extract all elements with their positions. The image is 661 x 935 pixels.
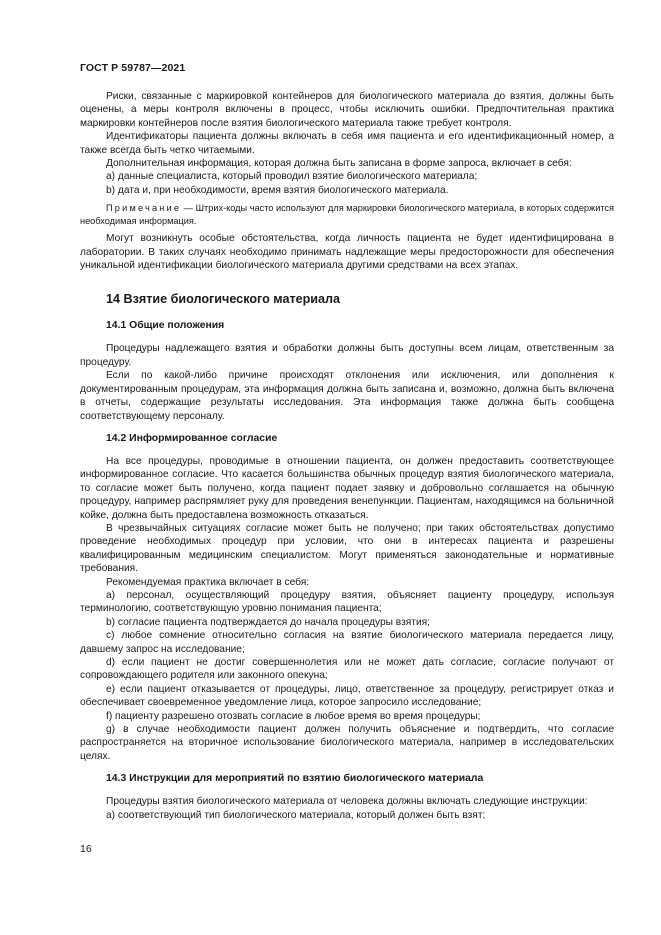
paragraph: На все процедуры, проводимые в отношении пациента, он должен предоставить соответствующее информированное согласие. Что касается большинства обычных процедур взятия биологического материала, то согласие может быть получено, когда пациент подает заявку и добровольно соглашается на обычную процедуру, например распрямляет руку для проведения венепункции. Пациентам, находящимся на больничной койке, должна быть предоставлена возможность отказаться.	[80, 455, 614, 521]
list-item: е) если пациент отказывается от процедуры, лицо, ответственное за процедуру, регистрирует отказ и обеспечивает своевременное уведомление лица, которое запросило исследование;	[80, 683, 614, 709]
note-label: Примечание	[106, 203, 182, 214]
list-item: а) персонал, осуществляющий процедуру взятия, объясняет пациенту процедуру, используя терминологию, соответствующую уровню понимания пациента;	[80, 589, 614, 615]
paragraph: Если по какой-либо причине происходят отклонения или исключения, или дополнения к документированным процедурам, эта информация должна быть записана и, возможно, должна быть включена в отчеты, содержащие результаты исследования. Эта информация также должна быть сообщена соответствующему персоналу.	[80, 370, 614, 422]
paragraph: Идентификаторы пациента должны включать в себя имя пациента и его идентификационный номер, а также всегда быть четко читаемыми.	[80, 131, 614, 156]
page-content	[80, 90, 614, 822]
document-header: ГОСТ Р 59787—2021	[80, 62, 186, 74]
note	[80, 202, 614, 227]
paragraph: Процедуры надлежащего взятия и обработки должны быть доступны всем лицам, ответственным за процедуру.	[80, 343, 614, 368]
list-item: а) соответствующий тип биологического материала, который должен быть взят;	[106, 809, 486, 821]
subsection-title: 14.2 Информированное согласие	[106, 432, 278, 444]
paragraph: Могут возникнуть особые обстоятельства, когда личность пациента не будет идентифицирована в лаборатории. В таких случаях необходимо принимать надлежащие меры предосторожности для обеспечения уникальной идентификации биологического материала другими средствами на всех этапах.	[80, 233, 614, 272]
paragraph: Процедуры взятия биологического материала от человека должны включать следующие инструкции:	[106, 796, 588, 808]
list-item: f) пациенту разрешено отозвать согласие в любое время во время процедуры;	[106, 710, 481, 722]
paragraph: Рекомендуемая практика включает в себя:	[106, 576, 310, 588]
list-item: g) в случае необходимости пациент должен получить объяснение и подтвердить, что согласие распространяется на вторичное использование биологического материала, например в исследовательских целях.	[80, 724, 614, 762]
list-item: b) дата и, при необходимости, время взятия биологического материала.	[106, 184, 449, 196]
section-title: 14 Взятие биологического материала	[106, 292, 341, 307]
page-number: 16	[80, 843, 92, 855]
subsection-title: 14.3 Инструкции для мероприятий по взятию биологического материала	[106, 773, 484, 785]
list-item: b) согласие пациента подтверждается до начала процедуры взятия;	[106, 616, 430, 628]
list-item: с) любое сомнение относительно согласия на взятие биологического материала передается лицу, давшему запрос на исследование;	[80, 630, 614, 655]
note-text: — Штрих-коды часто используют для маркировки биологического материала, в которых содержится необходимая информация.	[80, 203, 614, 226]
paragraph: В чрезвычайных ситуациях согласие может быть не получено; при таких обстоятельствах допустимо проведение необходимых процедур при условии, что они в интересах пациента и разрешены квалифицированным медицинским специалистом. Могут применяться законодательные и нормативные требования.	[80, 522, 614, 575]
paragraph: Дополнительная информация, которая должна быть записана в форме запроса, включает в себя:	[106, 158, 572, 170]
list-item: d) если пациент не достиг совершеннолетия или не может дать согласие, согласие получают от сопровождающего родителя или законного опекуна;	[80, 657, 614, 682]
subsection-title: 14.1 Общие положения	[106, 320, 225, 332]
paragraph: Риски, связанные с маркировкой контейнеров для биологического материала до взятия, должны быть оценены, а меры контроля включены в процесс, чтобы исключить ошибки. Предпочтительная практика маркировки контейнеров после взятия биологического материала также требует контроля.	[80, 91, 614, 129]
list-item: а) данные специалиста, который проводил взятие биологического материала;	[106, 171, 478, 183]
